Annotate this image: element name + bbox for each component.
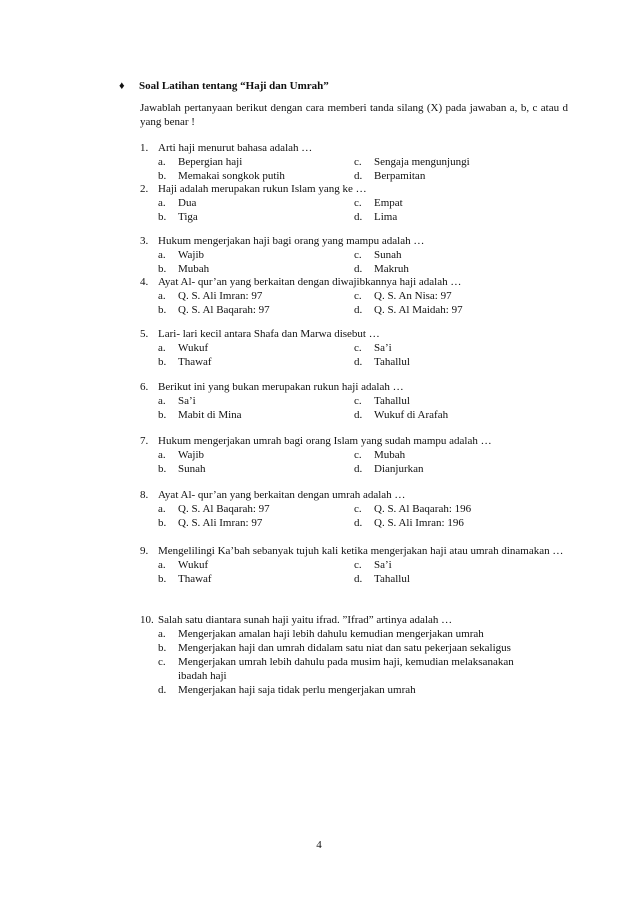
option-a[interactable]: a. Q. S. Al Baqarah: 97	[158, 503, 270, 515]
question-text: Arti haji menurut bahasa adalah …	[158, 142, 313, 154]
question-number: 9.	[140, 545, 149, 557]
question-10	[140, 613, 568, 697]
question-text: Berikut ini yang bukan merupakan rukun haji adalah …	[158, 381, 404, 393]
option-b[interactable]: b. Mabit di Mina	[158, 409, 242, 421]
option-a[interactable]: a. Wukuf	[158, 342, 209, 354]
diamond-bullet-icon: ♦	[119, 80, 125, 92]
option-b[interactable]: b. Mubah	[158, 263, 210, 275]
option-d[interactable]: d. Berpamitan	[354, 170, 426, 182]
question-text: Hukum mengerjakan umrah bagi orang Islam yang sudah mampu adalah …	[158, 435, 492, 447]
question-2	[140, 182, 568, 224]
question-number: 3.	[140, 235, 149, 247]
instruction-text: Jawablah pertanyaan berikut dengan cara memberi tanda silang (X) pada jawaban a, b, c atau d yang benar !	[140, 102, 568, 128]
option-a[interactable]: a. Dua	[158, 197, 197, 209]
question-6	[140, 380, 568, 422]
option-d[interactable]: d. Makruh	[354, 263, 409, 275]
option-d[interactable]: d. Tahallul	[354, 356, 410, 368]
question-text: Hukum mengerjakan haji bagi orang yang mampu adalah …	[158, 235, 425, 247]
question-number: 10.	[140, 614, 154, 626]
option-a[interactable]: a. Wukuf	[158, 559, 209, 571]
question-text: Haji adalah merupakan rukun Islam yang ke …	[158, 183, 367, 195]
question-text: Salah satu diantara sunah haji yaitu ifrad. ”Ifrad” artinya adalah …	[158, 614, 453, 626]
question-text: Lari- lari kecil antara Shafa dan Marwa disebut …	[158, 328, 380, 340]
question-9	[140, 544, 568, 586]
option-b[interactable]: b. Tiga	[158, 211, 198, 223]
option-c[interactable]: c. Empat	[354, 197, 403, 209]
option-a[interactable]: a. Sa’i	[158, 395, 196, 407]
section-heading	[119, 79, 329, 93]
option-d[interactable]: d. Q. S. Al Maidah: 97	[354, 304, 463, 316]
question-5	[140, 327, 568, 369]
question-1	[140, 141, 568, 183]
question-8	[140, 488, 568, 530]
option-a[interactable]: a. Bepergian haji	[158, 156, 243, 168]
option-b[interactable]: b. Sunah	[158, 463, 206, 475]
option-c[interactable]: c. Mubah	[354, 449, 406, 461]
option-d[interactable]: d. Wukuf di Arafah	[354, 409, 449, 421]
question-text: Ayat Al- qur’an yang berkaitan dengan diwajibkannya haji adalah …	[158, 276, 462, 288]
option-c[interactable]: c. Sa’i	[354, 342, 392, 354]
page-number: 4	[316, 839, 322, 851]
option-c[interactable]: c. Sa’i	[354, 559, 392, 571]
question-text: Mengelilingi Ka’bah sebanyak tujuh kali ketika mengerjakan haji atau umrah dinamakan …	[158, 545, 564, 557]
option-b[interactable]: b. Mengerjakan haji dan umrah didalam satu niat dan satu pekerjaan sekaligus	[158, 642, 511, 654]
option-c[interactable]: c. Sunah	[354, 249, 402, 261]
question-number: 4.	[140, 276, 149, 288]
question-number: 2.	[140, 183, 149, 195]
option-d[interactable]: d. Lima	[354, 211, 398, 223]
question-number: 8.	[140, 489, 149, 501]
option-b[interactable]: b. Thawaf	[158, 573, 212, 585]
question-3	[140, 234, 568, 276]
question-number: 5.	[140, 328, 149, 340]
option-d[interactable]: d. Dianjurkan	[354, 463, 424, 475]
option-c[interactable]: c. Sengaja mengunjungi	[354, 156, 470, 168]
option-b[interactable]: b. Q. S. Al Baqarah: 97	[158, 304, 270, 316]
option-b[interactable]: b. Memakai songkok putih	[158, 170, 285, 182]
option-a[interactable]: a. Wajib	[158, 449, 204, 461]
option-b[interactable]: b. Q. S. Ali Imran: 97	[158, 517, 263, 529]
question-text: Ayat Al- qur’an yang berkaitan dengan umrah adalah …	[158, 489, 406, 501]
option-a[interactable]: a. Mengerjakan amalan haji lebih dahulu kemudian mengerjakan umrah	[158, 628, 484, 640]
option-a[interactable]: a. Q. S. Ali Imran: 97	[158, 290, 263, 302]
question-number: 1.	[140, 142, 149, 154]
option-a[interactable]: a. Wajib	[158, 249, 204, 261]
question-number: 7.	[140, 435, 149, 447]
option-b[interactable]: b. Thawaf	[158, 356, 212, 368]
option-c[interactable]: c. Q. S. Al Baqarah: 196	[354, 503, 472, 515]
option-c[interactable]: c. Mengerjakan umrah lebih dahulu pada musim haji, kemudian melaksanakan ibadah haji	[158, 656, 514, 682]
question-7	[140, 434, 568, 476]
option-c[interactable]: c. Tahallul	[354, 395, 410, 407]
heading-title: Soal Latihan tentang “Haji dan Umrah”	[139, 80, 329, 92]
question-4	[140, 275, 568, 317]
question-number: 6.	[140, 381, 149, 393]
option-d[interactable]: d. Q. S. Ali Imran: 196	[354, 517, 464, 529]
option-c[interactable]: c. Q. S. An Nisa: 97	[354, 290, 452, 302]
option-d[interactable]: d. Mengerjakan haji saja tidak perlu mengerjakan umrah	[158, 684, 416, 696]
option-d[interactable]: d. Tahallul	[354, 573, 410, 585]
